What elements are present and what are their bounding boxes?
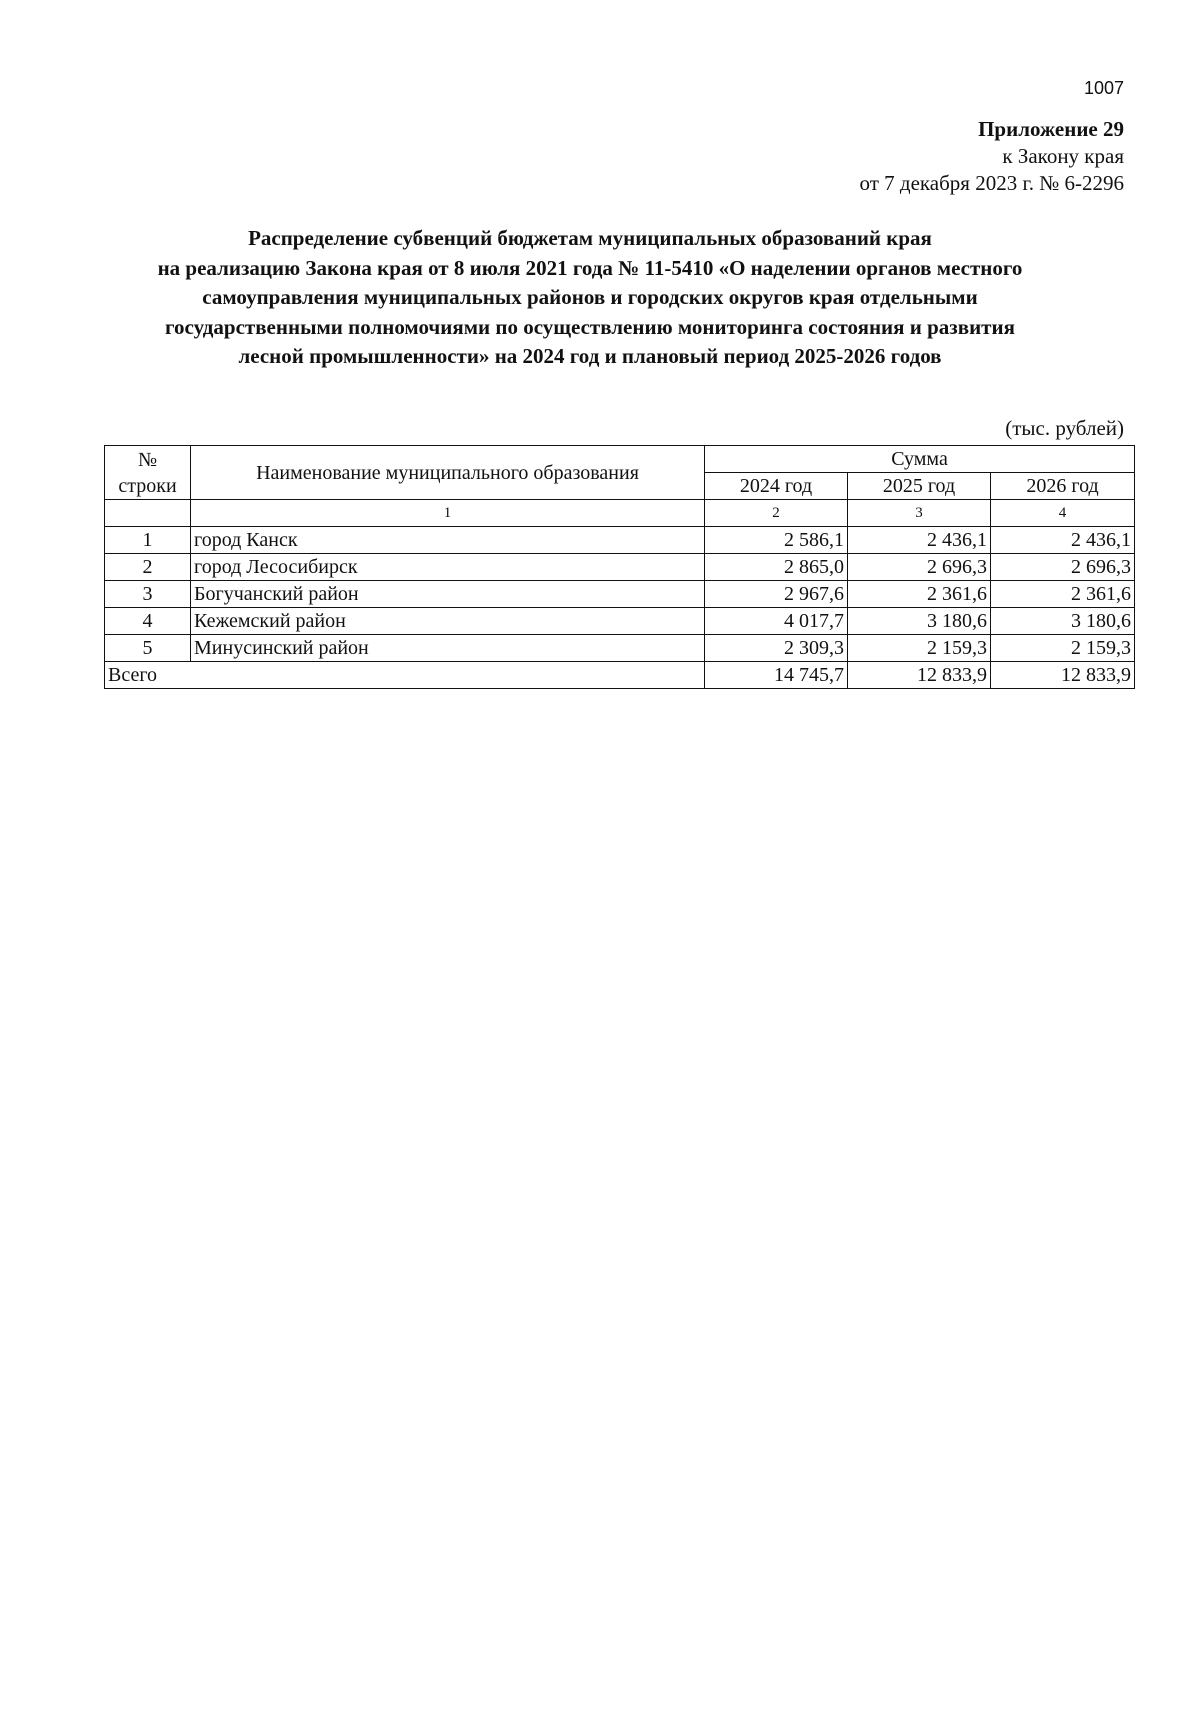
column-number-blank: [105, 500, 191, 527]
title-line-3: самоуправления муниципальных районов и городских округов края отдельными: [202, 285, 978, 309]
table-row: [105, 527, 1135, 554]
row-value-2024: 4 017,7: [705, 608, 848, 635]
row-value-2025: 2 696,3: [848, 554, 991, 581]
row-num: 4: [105, 608, 191, 635]
row-num: 5: [105, 635, 191, 662]
table-row: [105, 581, 1135, 608]
table-row: [105, 554, 1135, 581]
row-value-2026: 2 696,3: [991, 554, 1135, 581]
row-value-2025: 3 180,6: [848, 608, 991, 635]
appendix-block: [860, 116, 1124, 197]
row-num: 1: [105, 527, 191, 554]
row-value-2024: 2 309,3: [705, 635, 848, 662]
header-row-1: [105, 446, 1135, 473]
column-number-4: 4: [991, 500, 1135, 527]
page-number: 1007: [1083, 78, 1124, 98]
row-value-2026: 2 361,6: [991, 581, 1135, 608]
row-value-2025: 2 361,6: [848, 581, 991, 608]
title-line-1: Распределение субвенций бюджетам муниципальных образований края: [248, 226, 932, 250]
row-name: Богучанский район: [191, 581, 705, 608]
subsidy-table: [104, 445, 1135, 689]
total-value-2026: 12 833,9: [991, 662, 1135, 689]
appendix-title: Приложение 29: [978, 117, 1124, 141]
row-name: Кежемский район: [191, 608, 705, 635]
row-value-2026: 2 436,1: [991, 527, 1135, 554]
total-value-2025: 12 833,9: [848, 662, 991, 689]
row-num: 2: [105, 554, 191, 581]
row-num: 3: [105, 581, 191, 608]
header-num-cell: [105, 446, 191, 500]
title-line-4: государственными полномочиями по осуществлению мониторинга состояния и развития: [165, 314, 1015, 339]
appendix-line-1: к Закону края: [1002, 144, 1124, 168]
table-row: [105, 608, 1135, 635]
total-row: [105, 662, 1135, 689]
table-row: [105, 635, 1135, 662]
column-number-1: 1: [191, 500, 705, 527]
title-line-2: на реализацию Закона края от 8 июля 2021 года № 11-5410 «О наделении органов местного: [157, 255, 1023, 280]
column-number-3: 3: [848, 500, 991, 527]
header-num-label-2: строки: [118, 474, 177, 497]
row-value-2026: 3 180,6: [991, 608, 1135, 635]
header-year-2025: 2025 год: [848, 473, 991, 500]
unit-note: (тыс. рублей): [1005, 416, 1124, 440]
title-line-5: лесной промышленности» на 2024 год и плановый период 2025-2026 годов: [238, 344, 942, 368]
row-value-2025: 2 436,1: [848, 527, 991, 554]
row-value-2024: 2 586,1: [705, 527, 848, 554]
row-value-2025: 2 159,3: [848, 635, 991, 662]
row-name: город Лесосибирск: [191, 554, 705, 581]
total-label: Всего: [105, 662, 705, 689]
row-name: город Канск: [191, 527, 705, 554]
row-value-2024: 2 865,0: [705, 554, 848, 581]
header-year-2024: 2024 год: [705, 473, 848, 500]
column-number-2: 2: [705, 500, 848, 527]
header-year-2026: 2026 год: [991, 473, 1135, 500]
header-sum-cell: Сумма: [705, 446, 1135, 473]
total-value-2024: 14 745,7: [705, 662, 848, 689]
appendix-line-2: от 7 декабря 2023 г. № 6-2296: [859, 171, 1124, 195]
header-num-label-1: №: [137, 448, 158, 471]
column-number-row: [105, 500, 1135, 527]
document-title: [60, 224, 1120, 372]
row-name: Минусинский район: [191, 635, 705, 662]
row-value-2026: 2 159,3: [991, 635, 1135, 662]
header-name-cell: Наименование муниципального образования: [191, 446, 705, 500]
row-value-2024: 2 967,6: [705, 581, 848, 608]
